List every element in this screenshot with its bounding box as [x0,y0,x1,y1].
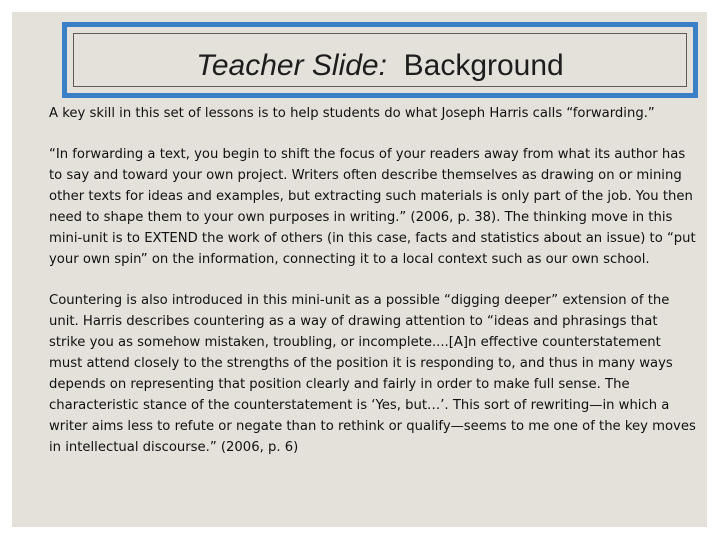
slide-title [67,49,693,83]
paragraph-forwarding-quote: “In forwarding a text, you begin to shift the focus of your readers away from what its author has to say and toward your own project. Writers often describe themselves as drawing on or mining other texts for ideas and examples, but extracting such materials is only part of the job. You then need to shape them to your own purposes in writing.” (2006, p. 38). The thinking move in this mini-unit is to EXTEND the work of others (in this case, facts and statistics about an issue) to “put your own spin” on the information, connecting it to a local context such as our own school. [49,147,696,267]
slide [12,12,707,527]
paragraph-countering: Countering is also introduced in this mini-unit as a possible “digging deeper” extension of the unit. Harris describes countering as a way of drawing attention to “ideas and phrasings that strike you as somehow mistaken, troubling, or incomplete....[A]n effective counterstatement must attend closely to the strengths of the position it is responding to, and thus in many ways depends on representing that position clearly and fairly in order to make full sense. The characteristic stance of the counterstatement is ‘Yes, but…’. This sort of rewriting—in which a writer aims less to refute or negate than to rethink or qualify—seems to me one of the key moves in intellectual discourse.” (2006, p. 6) [49,293,696,455]
title-frame [62,22,698,98]
slide-title-main: Background [403,49,564,82]
paragraph-forwarding-intro: A key skill in this set of lessons is to help students do what Joseph Harris calls “forwarding.” [49,106,655,121]
slide-body [49,103,697,478]
slide-title-italic: Teacher Slide: [196,49,387,82]
